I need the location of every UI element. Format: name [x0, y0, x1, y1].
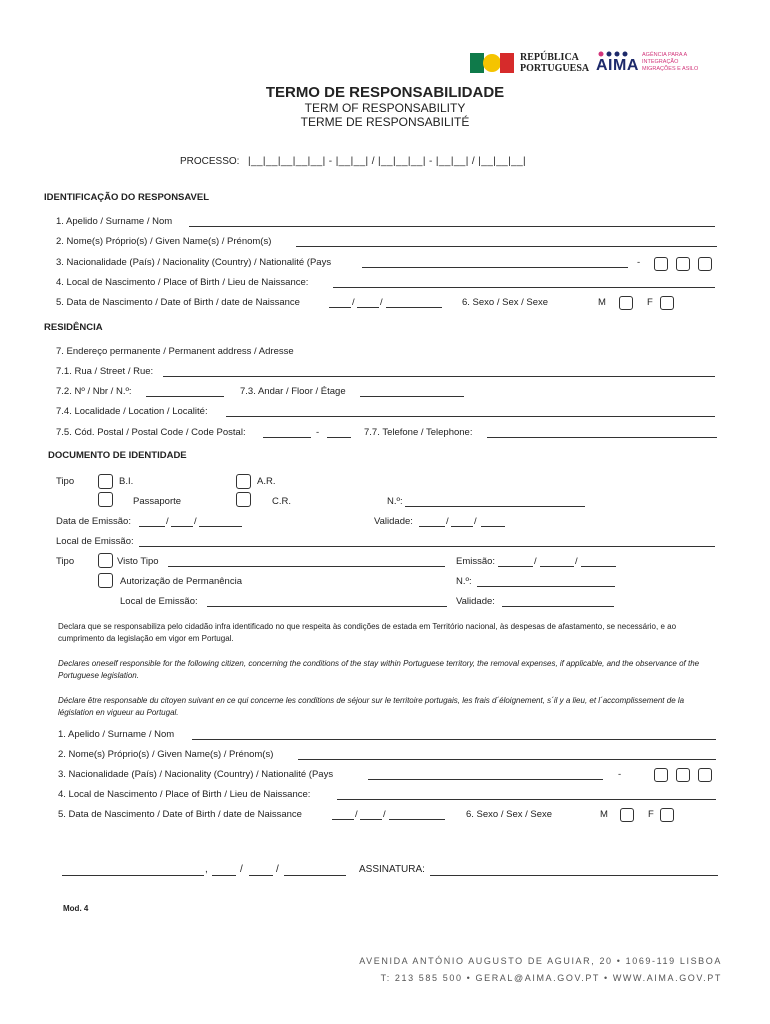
rua-label: 7.1. Rua / Street / Rue:: [56, 366, 154, 377]
flag-emblem-icon: [470, 50, 520, 76]
autorizacao-checkbox[interactable]: [98, 573, 113, 588]
data-nasc-slash-2: /: [380, 297, 383, 308]
section-residencia: RESIDÊNCIA: [44, 322, 103, 333]
signature-label: ASSINATURA:: [359, 864, 425, 875]
andar-label: 7.3. Andar / Floor / Étage: [240, 386, 346, 397]
nbr-field[interactable]: [146, 387, 224, 397]
data-emissao-month[interactable]: [171, 517, 193, 527]
local-emissao-label: Local de Emissão:: [56, 536, 134, 547]
visto-checkbox[interactable]: [98, 553, 113, 568]
aima-sub-2: INTEGRAÇÃO: [642, 59, 679, 65]
declaration-en: Declares oneself responsible for the following citizen, concerning the conditions of the stay within Portuguese territory, the removal expenses, if applicable, and the observance of the Portuguese legislation.: [58, 659, 700, 680]
aima-logo: [594, 50, 714, 76]
gov-line-2: PORTUGUESA: [520, 63, 590, 74]
footer-contacts: T: 213 585 500 • GERAL@AIMA.GOV.PT • WWW.AIMA.GOV.PT: [380, 973, 722, 983]
sexo-f-checkbox[interactable]: [660, 296, 674, 310]
title-main: TERMO DE RESPONSABILIDADE: [265, 84, 505, 101]
nacionalidade-label: 3. Nacionalidade (País) / Nacionality (Country) / Nationalité (Pays: [56, 257, 332, 268]
validade-2-label: Validade:: [456, 596, 495, 607]
local-emissao-2-label: Local de Emissão:: [120, 596, 198, 607]
data-nasc-day[interactable]: [329, 298, 351, 308]
visto-tipo-field[interactable]: [168, 557, 445, 567]
citizen-nacionalidade-dash: -: [618, 769, 622, 780]
signature-slash-1: /: [240, 864, 243, 875]
citizen-data-nasc-day[interactable]: [332, 810, 354, 820]
processo-number-field[interactable]: |__|__|__|__|__| - |__|__| / |__|__|__| - |__|__| / |__|__|__|: [248, 156, 527, 167]
passaporte-checkbox[interactable]: [98, 492, 113, 507]
republica-portuguesa-logo: [470, 50, 590, 76]
bi-label: B.I.: [119, 476, 134, 487]
nbr-label: 7.2. Nº / Nbr / N.º:: [56, 386, 132, 397]
ar-checkbox[interactable]: [236, 474, 251, 489]
signature-place-field[interactable]: [62, 866, 204, 876]
cod-postal-field-1[interactable]: [263, 428, 311, 438]
data-emissao-slash-2: /: [194, 516, 197, 527]
validade-month[interactable]: [451, 517, 473, 527]
signature-year-field[interactable]: [284, 866, 346, 876]
citizen-nacionalidade-label: 3. Nacionalidade (País) / Nacionality (Country) / Nationalité (Pays: [58, 769, 334, 780]
signature-day-field[interactable]: [212, 866, 236, 876]
sexo-m-checkbox[interactable]: [619, 296, 633, 310]
citizen-sexo-f-label: F: [648, 809, 654, 820]
visto-emissao-day[interactable]: [498, 557, 533, 567]
citizen-data-nasc-year[interactable]: [389, 810, 445, 820]
rua-field[interactable]: [163, 367, 715, 377]
nacionalidade-code-box-2[interactable]: [676, 257, 690, 271]
citizen-apelido-label: 1. Apelido / Surname / Nom: [58, 729, 175, 740]
data-emissao-slash-1: /: [166, 516, 169, 527]
validade-slash-2: /: [474, 516, 477, 527]
doc-numero-label: N.º:: [387, 496, 403, 507]
visto-tipo-label: Visto Tipo: [117, 556, 159, 567]
local-nasc-label: 4. Local de Nascimento / Place of Birth / Lieu de Naissance:: [56, 277, 309, 288]
citizen-nacionalidade-code-box-1[interactable]: [654, 768, 668, 782]
signature-slash-2: /: [276, 864, 279, 875]
cod-postal-label: 7.5. Cód. Postal / Postal Code / Code Postal:: [56, 427, 246, 438]
data-emissao-label: Data de Emissão:: [56, 516, 131, 527]
citizen-nomes-label: 2. Nome(s) Próprio(s) / Given Name(s) / Prénom(s): [58, 749, 274, 760]
autorizacao-numero-field[interactable]: [477, 577, 615, 587]
aima-wordmark: AIMA: [596, 57, 639, 74]
sexo-label: 6. Sexo / Sex / Sexe: [462, 297, 549, 308]
gov-line-1: REPÚBLICA: [520, 52, 579, 63]
citizen-sexo-m-checkbox[interactable]: [620, 808, 634, 822]
validade-year[interactable]: [481, 517, 505, 527]
passaporte-label: Passaporte: [133, 496, 182, 507]
validade-day[interactable]: [419, 517, 445, 527]
sexo-m-label: M: [598, 297, 606, 308]
doc-numero-field[interactable]: [405, 497, 585, 507]
data-nasc-year[interactable]: [386, 298, 442, 308]
autorizacao-numero-label: N.º:: [456, 576, 472, 587]
local-emissao-field[interactable]: [139, 537, 715, 547]
citizen-sexo-f-checkbox[interactable]: [660, 808, 674, 822]
title-en: TERM OF RESPONSABILITY: [304, 101, 466, 115]
citizen-sexo-m-label: M: [600, 809, 608, 820]
signature-comma: ,: [205, 864, 208, 875]
visto-emissao-year[interactable]: [581, 557, 616, 567]
bi-checkbox[interactable]: [98, 474, 113, 489]
citizen-data-nasc-month[interactable]: [360, 810, 382, 820]
validade-2-field[interactable]: [502, 597, 614, 607]
title-fr: TERME DE RESPONSABILITÉ: [300, 115, 470, 129]
andar-field[interactable]: [360, 387, 464, 397]
declaration-pt: Declara que se responsabiliza pelo cidadão infra identificado no que respeita às condições de estada em Território nacional, às despesas de afastamento, se necessário, e ao cumprimento da legislação em vigor em Portugal.: [58, 622, 677, 643]
cod-postal-field-2[interactable]: [327, 428, 351, 438]
section-documento: DOCUMENTO DE IDENTIDADE: [48, 450, 187, 461]
doc-tipo-label: Tipo: [56, 476, 75, 487]
localidade-field[interactable]: [226, 407, 715, 417]
data-nasc-label: 5. Data de Nascimento / Date of Birth / date de Naissance: [56, 297, 300, 308]
citizen-nacionalidade-code-box-2[interactable]: [676, 768, 690, 782]
nacionalidade-code-box-1[interactable]: [654, 257, 668, 271]
data-nasc-month[interactable]: [357, 298, 379, 308]
citizen-sexo-label: 6. Sexo / Sex / Sexe: [466, 809, 553, 820]
visto-emissao-slash-2: /: [575, 556, 578, 567]
telefone-field[interactable]: [487, 428, 717, 438]
validade-slash-1: /: [446, 516, 449, 527]
visto-tipo-row-label: Tipo: [56, 556, 75, 567]
footer-address: AVENIDA ANTÓNIO AUGUSTO DE AGUIAR, 20 • 1069-119 LISBOA: [359, 956, 722, 966]
citizen-data-nasc-slash-2: /: [383, 809, 386, 820]
data-emissao-year[interactable]: [199, 517, 242, 527]
sexo-f-label: F: [647, 297, 653, 308]
local-emissao-2-field[interactable]: [207, 597, 447, 607]
validade-label: Validade:: [374, 516, 413, 527]
mod-label: Mod. 4: [63, 904, 89, 913]
citizen-apelido-field[interactable]: [192, 730, 716, 740]
citizen-data-nasc-label: 5. Data de Nascimento / Date of Birth / date de Naissance: [58, 809, 302, 820]
visto-emissao-slash-1: /: [534, 556, 537, 567]
nacionalidade-dash: -: [637, 257, 641, 268]
declaration-fr: Déclare être responsable du citoyen suivant en ce qui concerne les conditions de séjour sur le territoire portugais, les frais d´éloignement, s´il y a lieu, et l´accomplissement de la législation en vigueur au Portugal.: [58, 696, 685, 717]
apelido-field[interactable]: [189, 217, 715, 227]
aima-sub-1: AGÊNCIA PARA A: [642, 52, 688, 58]
signature-month-field[interactable]: [249, 866, 273, 876]
autorizacao-label: Autorização de Permanência: [120, 576, 242, 587]
cr-label: C.R.: [272, 496, 291, 507]
ar-label: A.R.: [257, 476, 276, 487]
cr-checkbox[interactable]: [236, 492, 251, 507]
citizen-local-nasc-label: 4. Local de Nascimento / Place of Birth / Lieu de Naissance:: [58, 789, 311, 800]
processo-label: PROCESSO:: [180, 156, 240, 167]
citizen-local-nasc-field[interactable]: [337, 790, 716, 800]
endereco-label: 7. Endereço permanente / Permanent address / Adresse: [56, 346, 294, 357]
data-nasc-slash-1: /: [352, 297, 355, 308]
nomes-label: 2. Nome(s) Próprio(s) / Given Name(s) / Prénom(s): [56, 236, 272, 247]
localidade-label: 7.4. Localidade / Location / Localité:: [56, 406, 208, 417]
aima-sub-3: MIGRAÇÕES E ASILO: [642, 66, 699, 72]
visto-emissao-label: Emissão:: [456, 556, 496, 567]
citizen-data-nasc-slash-1: /: [355, 809, 358, 820]
citizen-nacionalidade-code-box-3[interactable]: [698, 768, 712, 782]
citizen-nacionalidade-field[interactable]: [368, 770, 603, 780]
signature-field[interactable]: [430, 866, 718, 876]
nacionalidade-code-box-3[interactable]: [698, 257, 712, 271]
section-identificacao: IDENTIFICAÇÃO DO RESPONSAVEL: [44, 192, 210, 203]
telefone-label: 7.7. Telefone / Telephone:: [364, 427, 473, 438]
data-emissao-day[interactable]: [139, 517, 165, 527]
visto-emissao-month[interactable]: [540, 557, 574, 567]
local-nasc-field[interactable]: [333, 278, 715, 288]
citizen-nomes-field[interactable]: [298, 750, 716, 760]
apelido-label: 1. Apelido / Surname / Nom: [56, 216, 173, 227]
nomes-field[interactable]: [296, 237, 717, 247]
nacionalidade-field[interactable]: [362, 258, 628, 268]
cod-postal-dash: -: [316, 427, 320, 438]
